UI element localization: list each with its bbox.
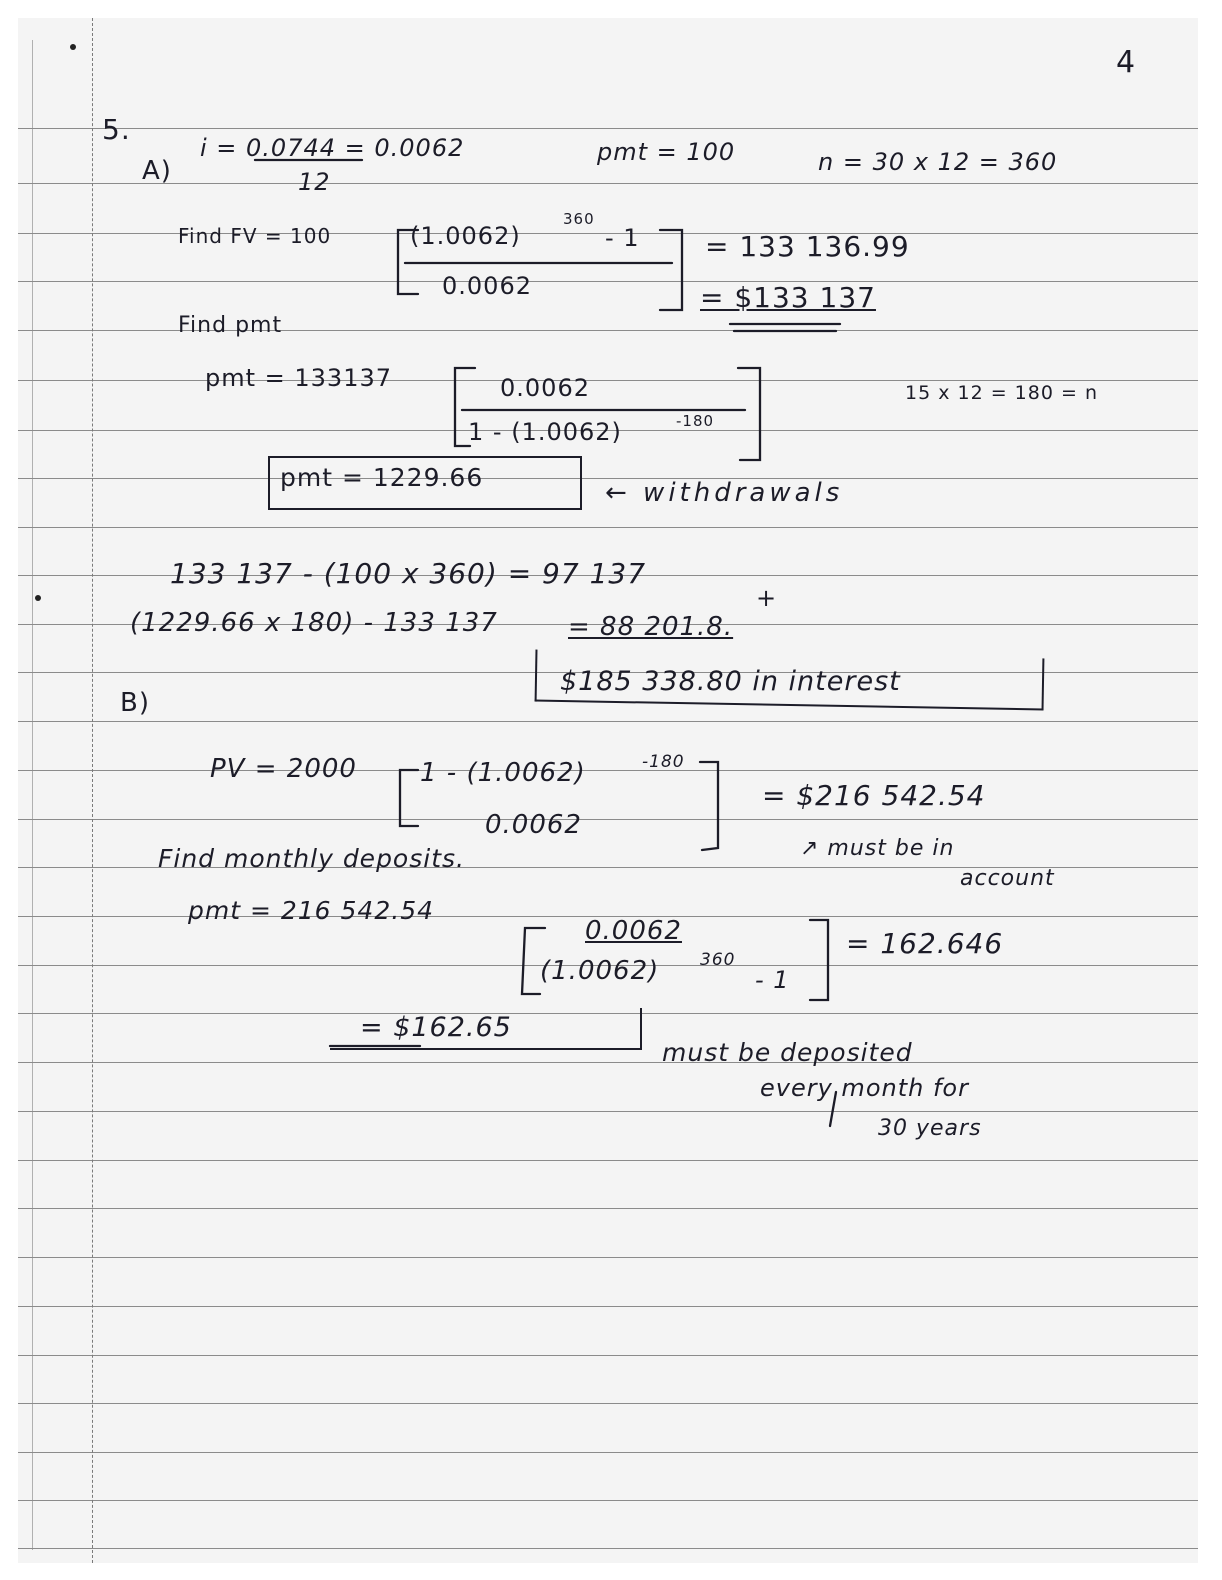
page-number: 4 <box>1116 45 1137 80</box>
pmt-right-bracket <box>738 368 760 460</box>
monthly-note-line-2: every month for <box>760 1074 969 1102</box>
interest-line-2-right: = 88 201.8. <box>568 612 734 642</box>
pv-result: = $216 542.54 <box>762 779 986 812</box>
fv-numerator-tail: - 1 <box>605 224 640 252</box>
n-note: 15 x 12 = 180 = n <box>905 382 1098 404</box>
pv-right-bracket <box>700 762 718 850</box>
interest-rate-expression: i = 0.0744 = 0.0062 <box>200 134 465 162</box>
fv-numerator-exponent: 360 <box>563 210 595 228</box>
fv-result: = 133 136.99 <box>705 230 910 263</box>
monthly-note-line-3: 30 years <box>878 1116 982 1141</box>
fv-denominator: 0.0062 <box>442 272 532 300</box>
periods-given: n = 30 x 12 = 360 <box>818 148 1058 176</box>
fv-numerator: (1.0062) <box>410 222 521 250</box>
problem-number: 5. <box>102 113 131 146</box>
pmt-denominator-exponent: -180 <box>676 412 715 430</box>
monthly-final-result: = $162.65 <box>360 1012 512 1043</box>
pmt-left-bracket <box>455 368 475 446</box>
pmt-denominator: 1 - (1.0062) <box>468 418 622 446</box>
fv-rounded-result: = $133 137 <box>700 281 876 314</box>
plus-sign: + <box>756 584 778 612</box>
monthly-numerator: 0.0062 <box>585 916 682 946</box>
pmt-lhs: pmt = 133137 <box>205 364 393 392</box>
find-pmt-heading: Find pmt <box>178 313 283 338</box>
pv-note-line-2: account <box>960 866 1055 891</box>
interest-rate-denominator: 12 <box>298 168 331 196</box>
monthly-note-line-1: must be deposited <box>662 1038 913 1067</box>
pmt-numerator: 0.0062 <box>500 374 590 402</box>
interest-line-2-left: (1229.66 x 180) - 133 137 <box>130 608 498 638</box>
monthly-left-bracket <box>522 928 545 994</box>
withdrawals-note: ← withdrawals <box>605 478 844 508</box>
fv-label: Find FV = 100 <box>178 224 332 248</box>
monthly-deposits-heading: Find monthly deposits. <box>158 844 465 873</box>
monthly-denominator: (1.0062) <box>540 956 660 986</box>
monthly-denominator-exponent: 360 <box>700 950 736 970</box>
total-interest: $185 338.80 in interest <box>560 666 901 697</box>
monthly-denominator-tail: - 1 <box>755 966 790 994</box>
monthly-right-bracket <box>810 920 828 1000</box>
pv-lhs: PV = 2000 <box>210 754 357 784</box>
interest-line-1: 133 137 - (100 x 360) = 97 137 <box>170 557 647 590</box>
pv-note-line-1: ↗ must be in <box>800 836 955 861</box>
monthly-result: = 162.646 <box>846 927 1004 960</box>
monthly-pmt-lhs: pmt = 216 542.54 <box>188 896 435 925</box>
pv-left-bracket <box>400 770 418 826</box>
pv-numerator-exponent: -180 <box>642 752 685 772</box>
part-a-label: A) <box>142 156 172 186</box>
fv-right-bracket <box>660 230 682 310</box>
pmt-result: pmt = 1229.66 <box>280 463 484 492</box>
note-pointer <box>830 1092 836 1126</box>
pv-denominator: 0.0062 <box>485 810 582 840</box>
pv-numerator: 1 - (1.0062) <box>420 758 586 788</box>
part-b-label: B) <box>120 688 150 718</box>
payment-given: pmt = 100 <box>597 138 736 166</box>
